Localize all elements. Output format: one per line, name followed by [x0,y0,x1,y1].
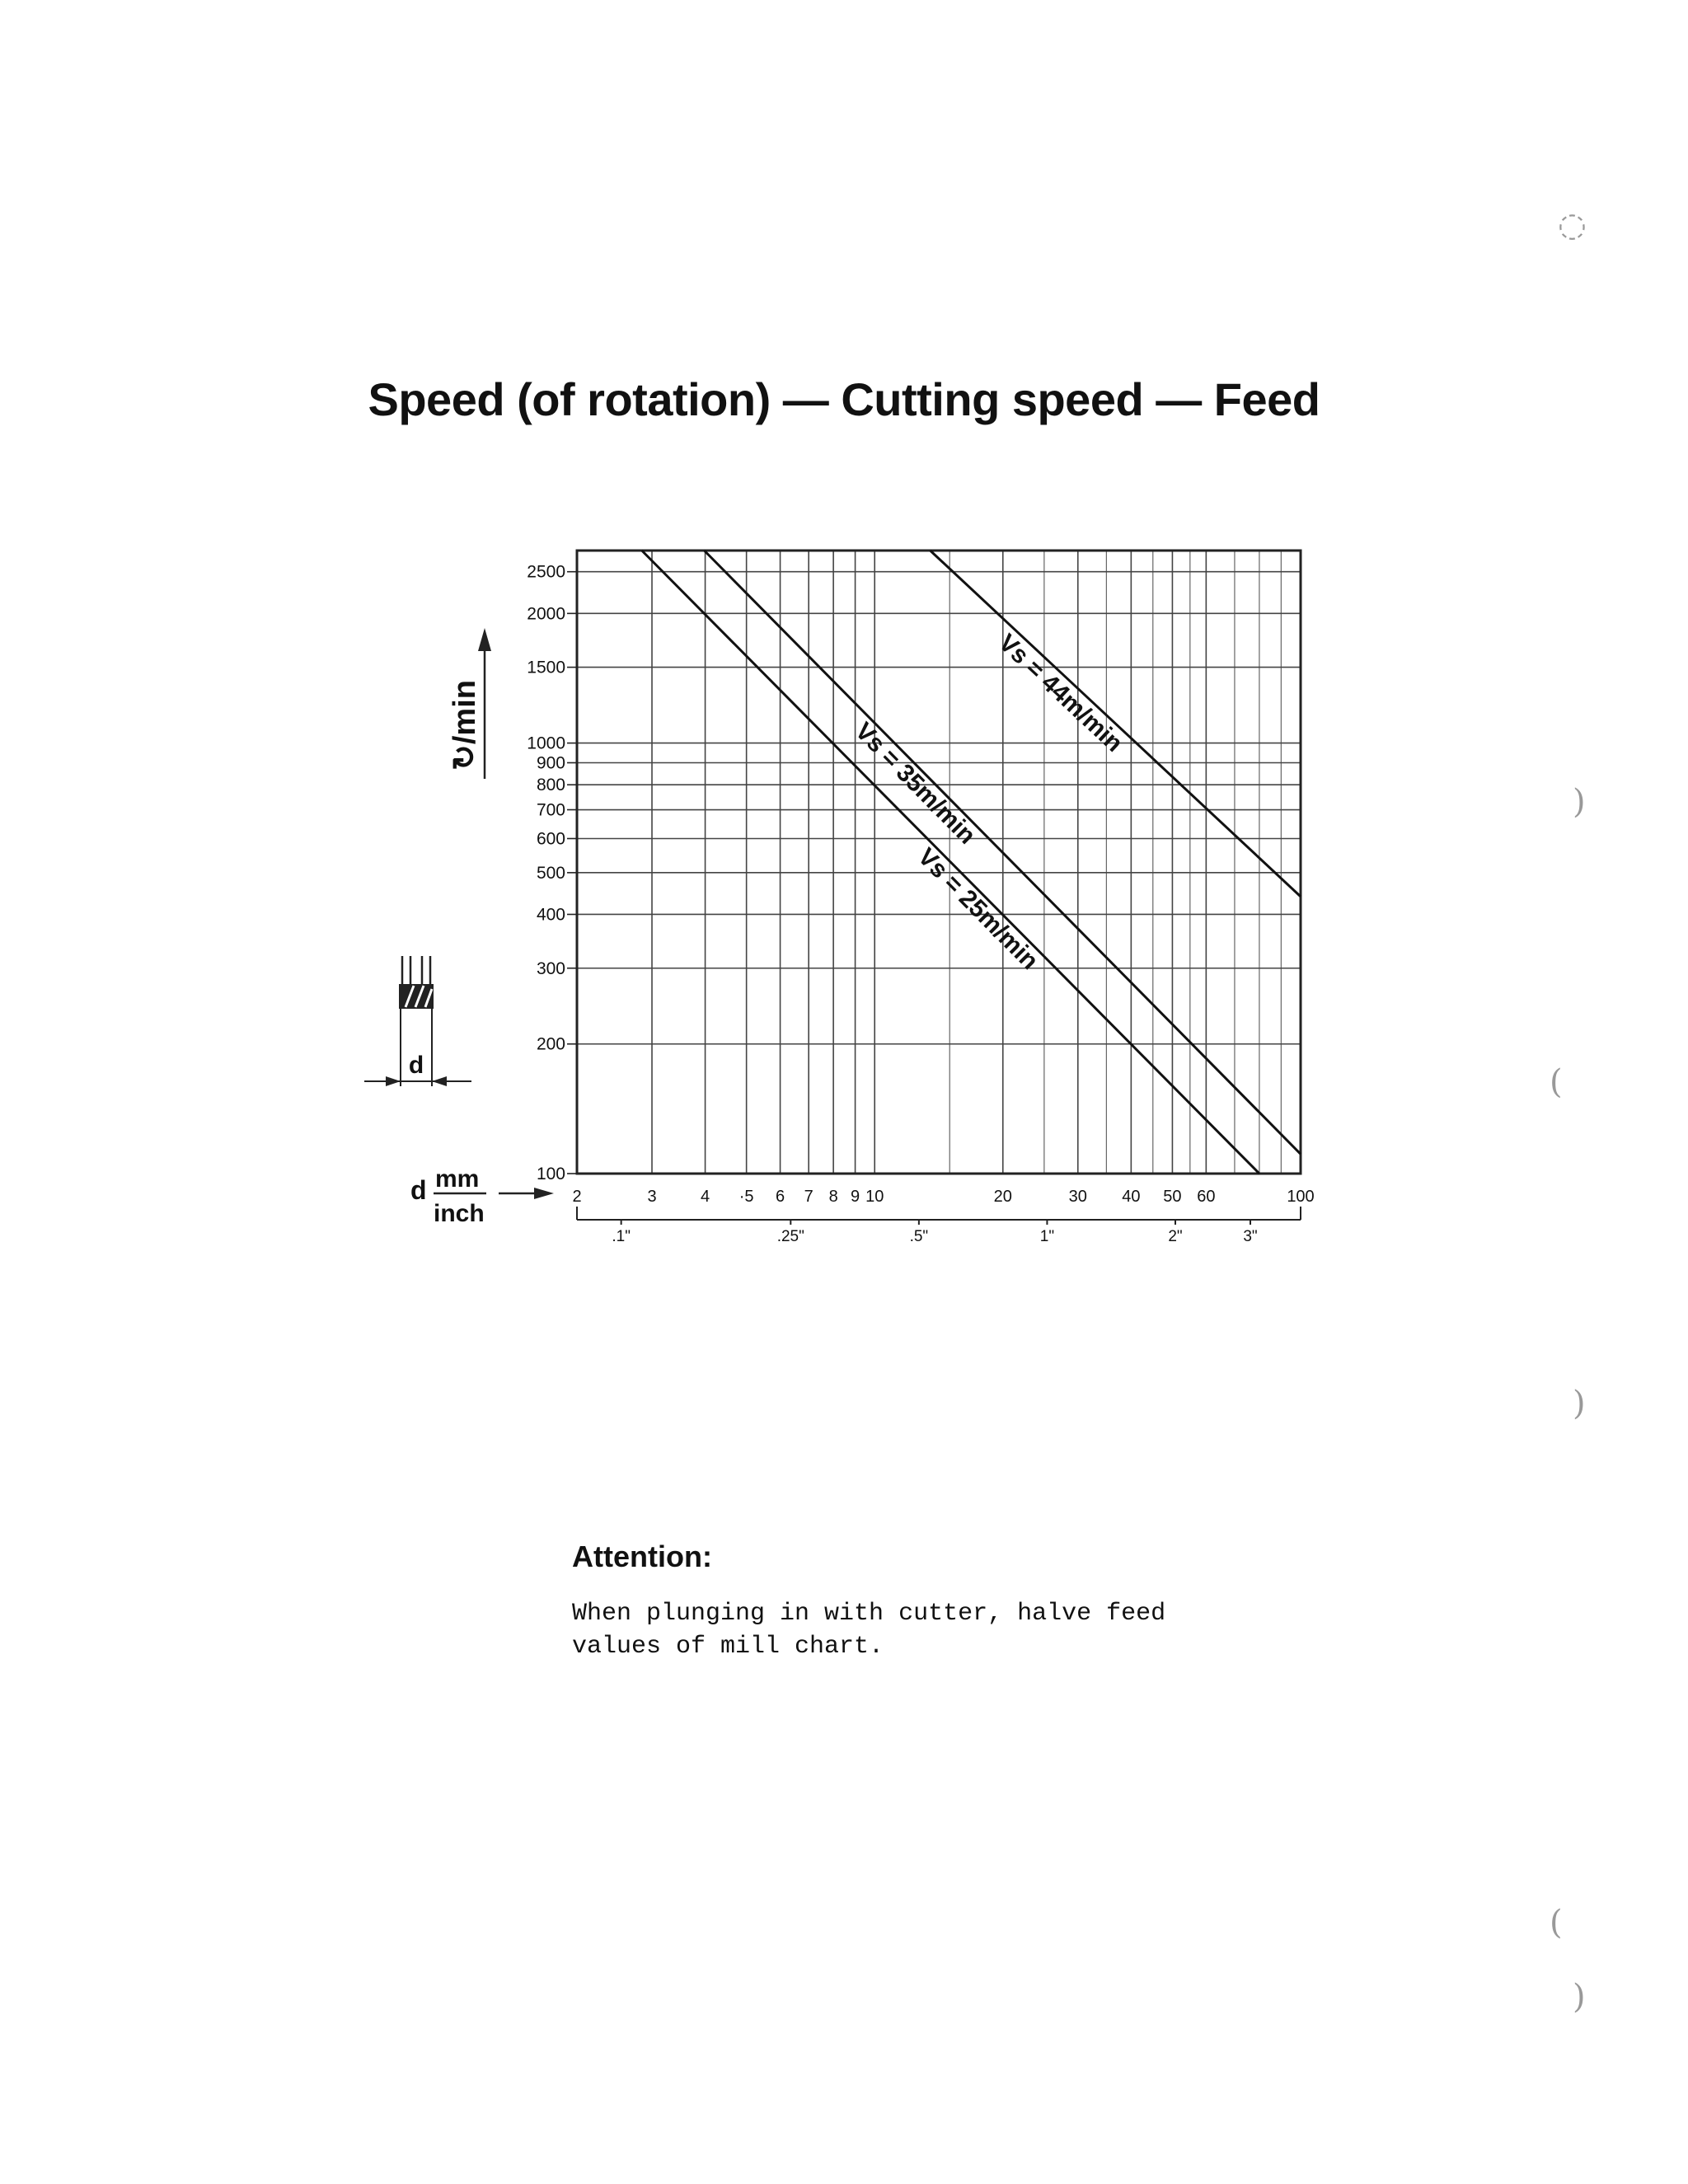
margin-mark: ( [1550,1904,1563,1942]
x-tick-label: 30 [1068,1188,1087,1206]
x-tick-label: 3 [647,1188,657,1206]
y-tick-labels [527,563,577,1183]
x-tick-label: 7 [804,1188,814,1206]
cutter-diameter-label: d [408,1052,424,1079]
inch-tick-label: .1" [612,1228,631,1245]
x-axis-label-mm: mm [435,1165,480,1193]
y-axis-label: ↻/min [448,680,482,771]
y-tick-label: 2500 [527,562,565,582]
x-tick-label: 50 [1163,1188,1182,1206]
cutter-diagram [364,956,471,1086]
x-tick-label: 2 [572,1188,582,1206]
margin-mark: ( [1550,1063,1563,1101]
inch-tick-label: 1" [1039,1228,1055,1245]
x-tick-label: 6 [776,1188,785,1206]
x-axis-label-inch: inch [434,1200,485,1227]
margin-mark: ) [1573,783,1586,821]
inch-tick-label: .25" [776,1228,804,1245]
y-axis-title-group [448,628,491,779]
x-tick-label: 9 [851,1188,860,1206]
y-tick-label: 800 [536,776,565,795]
margin-mark: ◌ [1558,206,1587,244]
y-tick-label: 200 [536,1034,565,1054]
x-tick-label: 4 [701,1188,710,1206]
y-tick-label: 900 [536,753,565,773]
y-tick-label: 500 [536,863,565,883]
x-tick-labels [572,1188,1314,1206]
series-label: Vs = 35m/min [849,717,981,850]
y-tick-label: 400 [536,905,565,925]
inch-scale [577,1207,1301,1245]
series-line [931,551,1301,897]
series-label: Vs = 25m/min [912,842,1044,975]
x-tick-label: ·5 [738,1188,754,1206]
page-title: Speed (of rotation) — Cutting speed — Feed [368,373,1320,425]
margin-mark: ) [1573,1385,1586,1422]
x-tick-label: 100 [1287,1188,1315,1206]
x-tick-label: 20 [993,1188,1012,1206]
y-tick-label: 1000 [527,733,565,753]
y-tick-label: 300 [536,958,565,978]
margin-mark: ) [1573,1978,1586,2016]
x-tick-label: 60 [1197,1188,1216,1206]
inch-tick-label: .5" [909,1228,929,1245]
attention-heading: Attention: [572,1540,712,1573]
chart-series [642,551,1301,1174]
series-label: Vs = 44m/min [993,629,1128,757]
y-tick-label: 600 [536,829,565,849]
inch-tick-label: 2" [1168,1228,1183,1245]
attention-body: When plunging in with cutter, halve feed values of mill chart. [572,1600,1166,1661]
inch-tick-label: 3" [1243,1228,1258,1245]
y-tick-label: 1500 [527,658,565,677]
x-tick-label: 10 [865,1188,884,1206]
y-tick-label: 100 [536,1165,565,1183]
x-tick-label: 8 [828,1188,838,1206]
y-tick-label: 700 [536,800,565,820]
y-tick-label: 2000 [527,604,565,624]
x-tick-label: 40 [1122,1188,1141,1206]
x-axis-label-d: d [410,1175,427,1205]
x-axis-title-group [410,1165,554,1227]
